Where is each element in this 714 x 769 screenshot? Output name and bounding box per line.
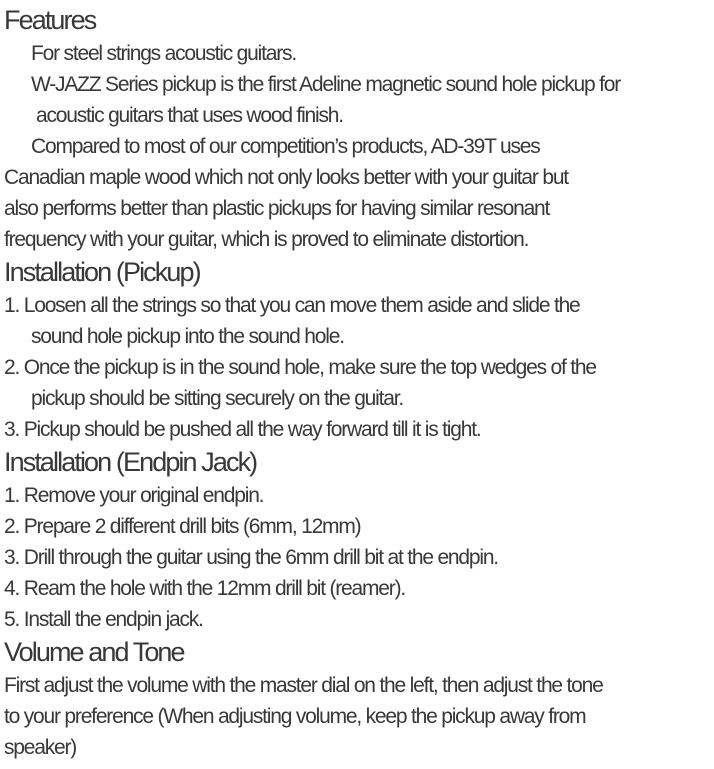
list-item-line: 1. Loosen all the strings so that you can move them aside and slide the bbox=[4, 294, 580, 317]
installation-pickup-heading: Installation (Pickup) bbox=[4, 257, 200, 287]
volume-tone-heading: Volume and Tone bbox=[4, 637, 184, 667]
installation-endpin-heading: Installation (Endpin Jack) bbox=[4, 447, 257, 477]
list-item-line: 1. Remove your original endpin. bbox=[4, 484, 264, 507]
text-line: also performs better than plastic pickups for having similar resonant bbox=[4, 197, 550, 220]
list-item-line: 5. Install the endpin jack. bbox=[4, 608, 203, 631]
text-line: For steel strings acoustic guitars. bbox=[31, 42, 296, 65]
text-line: Compared to most of our competition’s products, AD-39T uses bbox=[31, 135, 540, 158]
list-item-line: 4. Ream the hole with the 12mm drill bit (reamer). bbox=[4, 577, 406, 600]
list-item-line: sound hole pickup into the sound hole. bbox=[31, 325, 344, 348]
features-heading: Features bbox=[4, 5, 96, 35]
text-line: acoustic guitars that uses wood finish. bbox=[36, 104, 343, 127]
list-item-line: 3. Pickup should be pushed all the way forward till it is tight. bbox=[4, 418, 481, 441]
text-line: speaker) bbox=[4, 736, 77, 759]
text-line: frequency with your guitar, which is proved to eliminate distortion. bbox=[4, 228, 529, 251]
text-line: First adjust the volume with the master dial on the left, then adjust the tone bbox=[4, 674, 603, 697]
text-line: W-JAZZ Series pickup is the first Adeline magnetic sound hole pickup for bbox=[31, 73, 621, 96]
list-item-line: 2. Prepare 2 different drill bits (6mm, 12mm) bbox=[4, 515, 361, 538]
list-item-line: 2. Once the pickup is in the sound hole, make sure the top wedges of the bbox=[4, 356, 596, 379]
text-line: Canadian maple wood which not only looks better with your guitar but bbox=[4, 166, 568, 189]
text-line: to your preference (When adjusting volume, keep the pickup away from bbox=[4, 705, 586, 728]
list-item-line: pickup should be sitting securely on the guitar. bbox=[31, 387, 403, 410]
list-item-line: 3. Drill through the guitar using the 6mm drill bit at the endpin. bbox=[4, 546, 498, 569]
